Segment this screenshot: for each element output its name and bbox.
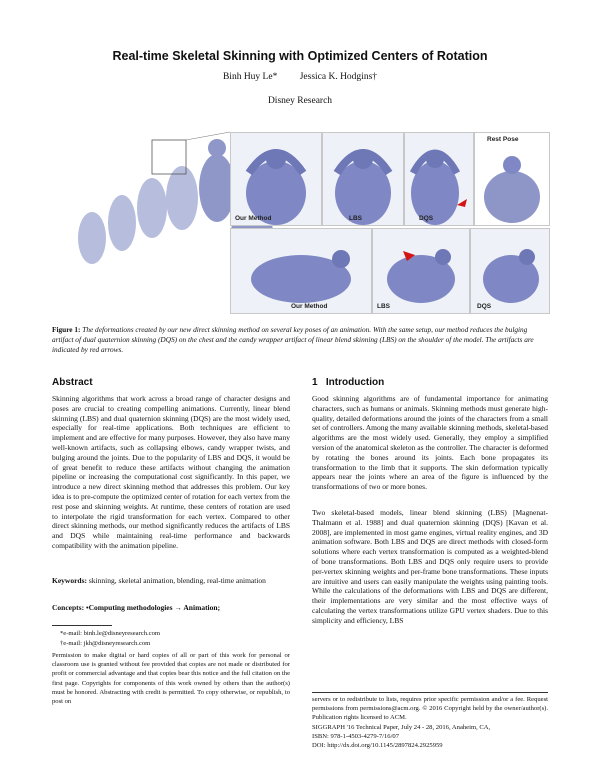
label-lbs-top: LBS: [349, 215, 362, 222]
keywords-label: Keywords:: [52, 576, 87, 585]
abstract-body: Skinning algorithms that work across a broad range of character designs and poses are crucial to creating compelling animations. Currently, linear blend skinning (LBS) and dual quaternion skinning (DQS) are the most widely used, especially for real-time applications. Both techniques are efficient to implement and are effective for many purposes. However, they also have many well-known artifacts, such as collapsing elbows, candy wrapper twists, and bulging around the joints. Due to the popularity of LBS and DQS, it would be of great benefit to reduce these artifacts without changing the animation pipeline or increasing the computational cost significantly. In this paper, we introduce a new direct skinning method that addresses this problem. Our key idea is to pre-compute the optimized center of rotation for each vertex from the rest pose and skinning weights. At runtime, these centers of rotation are used to interpolate the rigid transformation for each vertex. Compared to other direct skinning methods, our method significantly reduces the artifacts of LBS and DQS while maintaining real-time performance and backwards compatibility with the animation pipeline.: [52, 394, 290, 550]
footnote-email-2: †e-mail: jkh@disneyresearch.com: [60, 640, 151, 647]
paper-title: Real-time Skeletal Skinning with Optimized Centers of Rotation: [112, 49, 488, 63]
affiliation: Disney Research: [267, 96, 333, 106]
label-rest-pose: Rest Pose: [487, 136, 519, 143]
author-2: Jessica K. Hodgins†: [299, 72, 378, 82]
teaser-figure: [52, 118, 548, 318]
panel-dqs-top: [404, 132, 474, 226]
panel-our-method-top: [230, 132, 322, 226]
intro-heading-text: Introduction: [325, 377, 385, 388]
isbn: ISBN: 978-1-4503-4279-7/16/07: [312, 733, 399, 740]
caption-text: The deformations created by our new direct skinning method on several key poses of an animation. With the same setup, our method reduces the bulging artifact of dual quaternion skinning (DQS) on the chest and the candy wrapper artifact of linear blend skinning (LBS) on the shoulder of the model. The artifacts are indicated by red arrows.: [52, 325, 534, 354]
abstract-heading: Abstract: [52, 377, 93, 388]
panel-lbs-top: [322, 132, 404, 226]
panel-dqs-bottom: [470, 228, 550, 314]
intro-heading-number: 1: [312, 377, 318, 388]
right-footnote-rule: [312, 692, 548, 693]
intro-heading: [312, 377, 384, 388]
intro-paragraph-1: Good skinning algorithms are of fundamental importance for animating characters, such as humans or animals. Skinning methods must generate high-quality, detailed deformations around the joints of the characters from a small set of controllers. Among the many available skinning methods, skeletal-based algorithms are the most widely used. Generally, they employ a simplified version of the anatomical skeleton as the controller. The character is deformed by rotating the bones around its joints. Each bone propagates its transformation to the limb that it supports. The skin deformation typically appears near the joints where an area of the figure is influenced by the transformations of two or more bones.: [312, 394, 548, 492]
permission-continued: servers or to redistribute to lists, requires prior specific permission and/or a fee. Request permissions from permissions@acm.org. © 2016 Copyright held by the owner/author(s). Publication rights licensed to ACM.: [312, 696, 548, 722]
doi: DOI: http://dx.doi.org/10.1145/2897824.2925959: [312, 742, 443, 749]
concepts-text: •Computing methodologies → Animation;: [85, 603, 221, 612]
panel-lbs-bottom: [372, 228, 470, 314]
concepts: [52, 603, 290, 613]
permission-notice: Permission to make digital or hard copies of all or part of this work for personal or classroom use is granted without fee provided that copies are not made or distributed for profit or commercial advantage and that copies bear this notice and the full citation on the first page. Copyrights for components of this work owned by others than the author(s) must be honored. Abstracting with credit is permitted. To copy otherwise, or republish, to post on: [52, 652, 290, 706]
label-our-method-top: Our Method: [235, 215, 272, 222]
conference-info: SIGGRAPH '16 Technical Paper, July 24 - 28, 2016, Anaheim, CA,: [312, 724, 491, 731]
author-list: [0, 72, 600, 82]
concepts-label: Concepts:: [52, 603, 85, 612]
author-1: Binh Huy Le*: [222, 72, 278, 82]
panel-our-method-bottom: [230, 228, 372, 314]
label-lbs-bottom: LBS: [377, 303, 390, 310]
red-arrow-icon: [457, 199, 467, 207]
figure-caption: [52, 325, 548, 355]
intro-paragraph-2: Two skeletal-based models, linear blend skinning (LBS) [Magnenat-Thalmann et al. 1988] and dual quaternion skinning (DQS) [Kavan et al. 2008], are implemented in most game engines, virtual reality engines, and 3D animation software. Both LBS and DQS are direct methods with closed-form solutions where each vertex transformation is computed as a weighted-blend of bone transformations. Both LBS and DQS only require users to provide per-vertex skinning weights and per-frame bone transformations. These inputs are intuitive and users can easily manipulate the weights using painting tools. While the calculations of the deformations with LBS and DQS are different, their implementations are very similar and the most effective ways of calculating the vertex transformations utilize GPU vertex shaders. Due to this simplicity and efficiency, LBS: [312, 508, 548, 625]
footnote-rule: [52, 625, 112, 626]
keywords-text: skinning, skeletal animation, blending, real-time animation: [88, 576, 266, 585]
panel-rest-pose: [474, 132, 550, 226]
caption-label: Figure 1:: [52, 325, 81, 334]
keywords: [52, 576, 290, 586]
label-dqs-bottom: DQS: [477, 303, 492, 310]
footnote-email-1: *e-mail: binh.le@disneyresearch.com: [60, 630, 160, 637]
label-dqs-top: DQS: [419, 215, 434, 222]
label-our-method-bottom: Our Method: [291, 303, 328, 310]
